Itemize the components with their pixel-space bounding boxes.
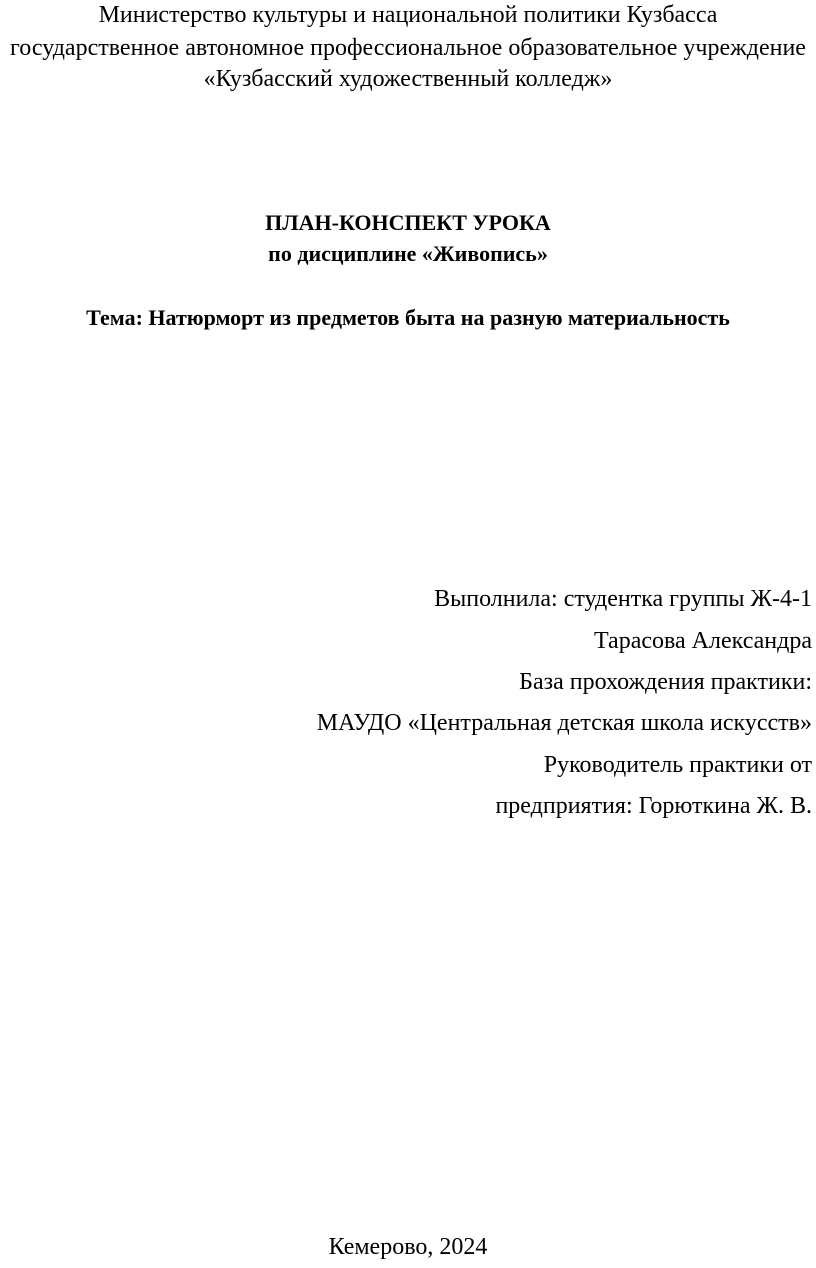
institution-name: «Кузбасский художественный колледж» [203,66,613,92]
author-name: Тарасова Александра [593,628,812,654]
supervisor-name: предприятия: Горюткина Ж. В. [495,793,812,819]
ministry-name: Министерство культуры и национальной политики Кузбасса [98,2,718,28]
lesson-topic: Тема: Натюрморт из предметов быта на разную материальность [86,305,730,330]
practice-base-name: МАУДО «Центральная детская школа искусств» [316,710,812,736]
practice-base-label: База прохождения практики: [519,669,812,695]
discipline-subtitle: по дисциплине «Живопись» [268,241,548,266]
city-year: Кемерово, 2024 [328,1234,488,1260]
author-group: Выполнила: студентка группы Ж-4-1 [434,586,812,612]
document-title: ПЛАН-КОНСПЕКТ УРОКА [265,210,551,235]
institution-type: государственное автономное профессиональное образовательное учреждение [10,35,806,61]
supervisor-label: Руководитель практики от [543,752,812,778]
